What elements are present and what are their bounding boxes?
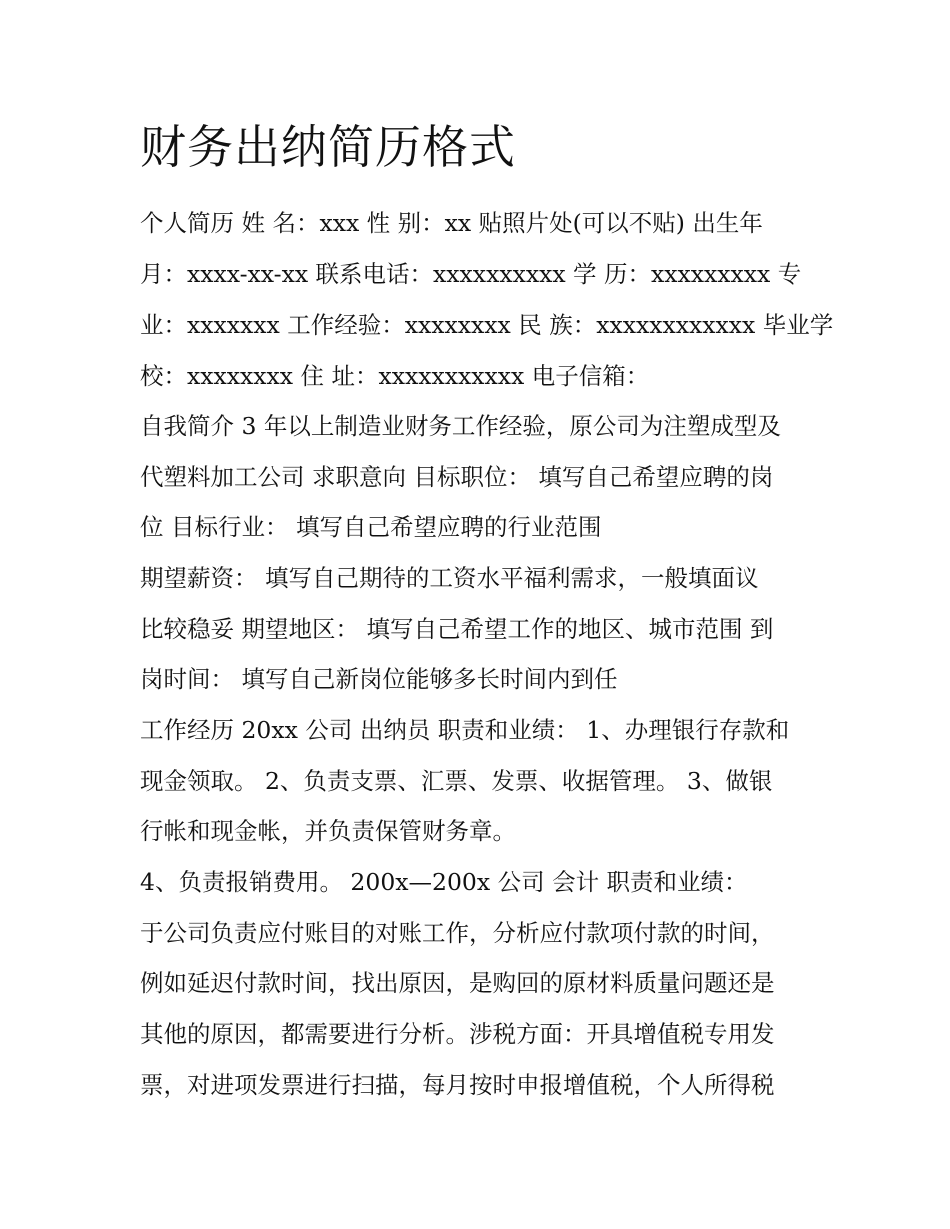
body-line: 票，对进项发票进行扫描，每月按时申报增值税，个人所得税 [140, 1071, 775, 1099]
body-line: 行帐和现金帐，并负责保管财务章。 [140, 817, 516, 845]
body-line: 其他的原因，都需要进行分析。涉税方面：开具增值税专用发 [140, 1020, 775, 1048]
body-line: 岗时间： 填写自己新岗位能够多长时间内到任 [140, 665, 618, 693]
body-line: 现金领取。 2、负责支票、汇票、发票、收据管理。 3、做银 [140, 767, 773, 795]
body-line: 代塑料加工公司 求职意向 目标职位： 填写自己希望应聘的岗 [140, 463, 774, 491]
body-line: 比较稳妥 期望地区： 填写自己希望工作的地区、城市范围 到 [140, 615, 774, 643]
body-line: 月：xxxx-xx-xx 联系电话：xxxxxxxxxx 学 历：xxxxxxxxx 专 [140, 260, 802, 288]
body-line: 位 目标行业： 填写自己希望应聘的行业范围 [140, 513, 602, 541]
body-line: 工作经历 20xx 公司 出纳员 职责和业绩： 1、办理银行存款和 [140, 716, 790, 744]
body-line: 例如延迟付款时间，找出原因，是购回的原材料质量问题还是 [140, 969, 775, 997]
body-line: 个人简历 姓 名：xxx 性 别：xx 贴照片处(可以不贴) 出生年 [140, 209, 763, 237]
body-line: 期望薪资： 填写自己期待的工资水平福利需求，一般填面议 [140, 564, 759, 592]
body-line: 4、负责报销费用。 200x—200x 公司 会计 职责和业绩： [140, 868, 748, 896]
body-line: 校：xxxxxxxx 住 址：xxxxxxxxxxx 电子信箱： [140, 362, 650, 390]
body-line: 业：xxxxxxx 工作经验：xxxxxxxx 民 族：xxxxxxxxxxxx 毕业学 [140, 311, 834, 339]
body-line: 自我简介 3 年以上制造业财务工作经验，原公司为注塑成型及 [140, 412, 781, 440]
body-line: 于公司负责应付账目的对账工作，分析应付款项付款的时间， [140, 919, 775, 947]
document-title: 财务出纳简历格式 [140, 120, 516, 174]
